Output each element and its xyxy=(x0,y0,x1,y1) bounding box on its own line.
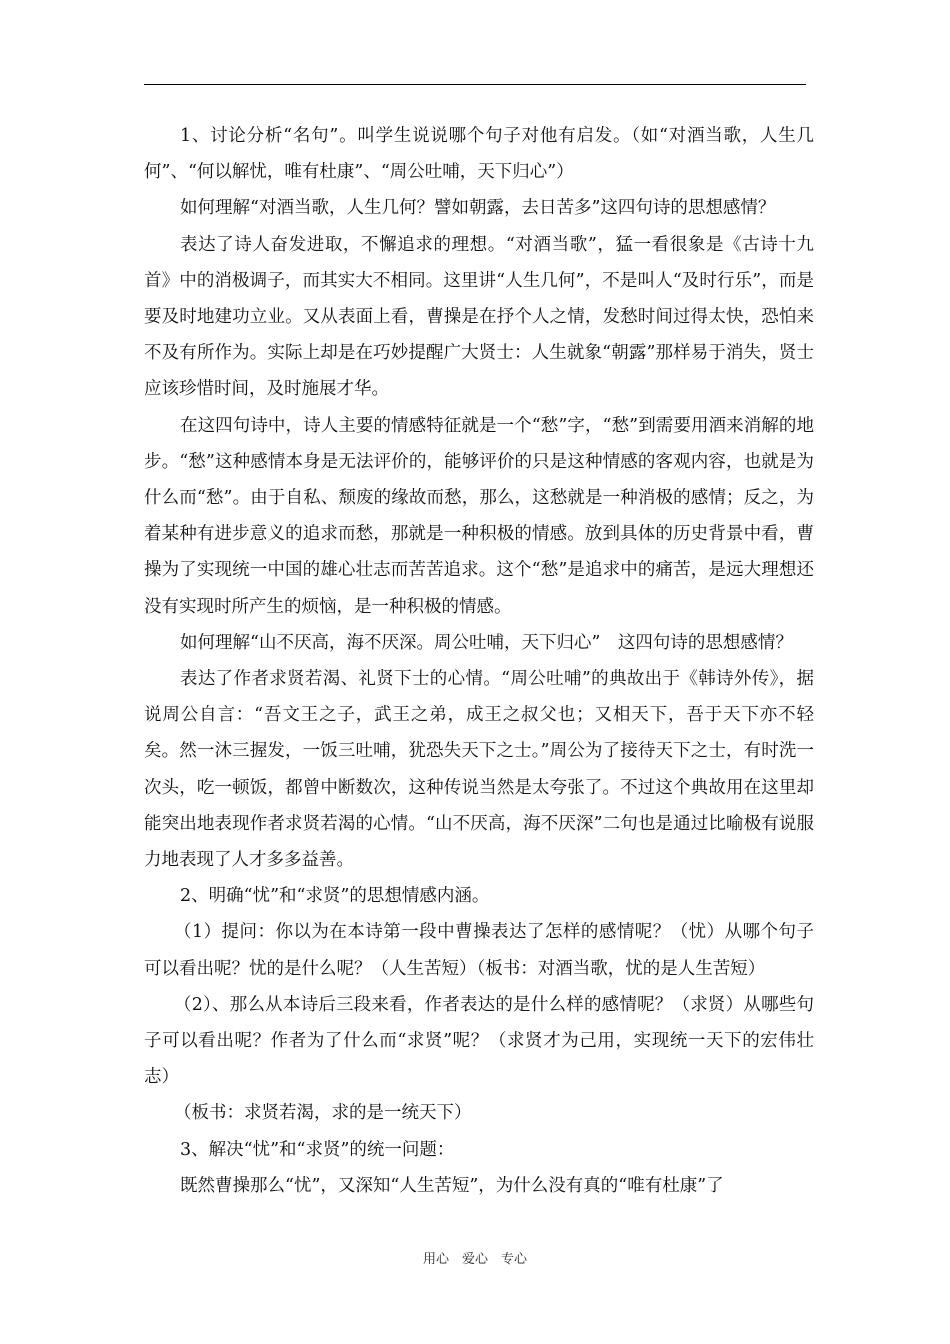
paragraph-board-note: （板书：求贤若渴，求的是一统天下） xyxy=(174,1103,472,1124)
paragraph-question-item-2: （2）、那么从本诗后三段来看，作者表达的是什么样的感情呢？（求贤）从哪些句子可以看出呢？作者为了什么而“求贤”呢？（求贤才为己用，实现统一天下的宏伟壮志） xyxy=(144,994,814,1088)
paragraph-question-item-1: （1）提问：你以为在本诗第一段中曹操表达了怎样的感情呢？（忧）从哪个句子可以看出呢？忧的是什么呢？（人生苦短）（板书：对酒当歌，忧的是人生苦短） xyxy=(144,922,814,979)
paragraph-section-2-heading: 2、明确“忧”和“求贤”的思想情感内涵。 xyxy=(180,886,490,907)
paragraph-question-1: 如何理解“对酒当歌，人生几何？譬如朝露，去日苦多”这四句诗的思想感情？ xyxy=(180,198,776,219)
page-footer: 用心 爱心 专心 xyxy=(422,1252,527,1267)
paragraph-answer-1: 表达了诗人奋发进取，不懈追求的理想。“对酒当歌”，猛一看很象是《古诗十九首》中的消极调子，而其实大不相同。这里讲“人生几何”，不是叫人“及时行乐”，而是要及时地建功立业。又从表面上看，曹操是在抒个人之情，发愁时间过得太快，恐怕来不及有所作为。实际上却是在巧妙提醒广大贤士：人生就象“朝露”那样易于消失，贤士应该珍惜时间，及时施展才华。 xyxy=(144,234,814,400)
header-rule xyxy=(144,84,806,85)
paragraph-section-3-heading: 3、解决“忧”和“求贤”的统一问题： xyxy=(180,1139,455,1160)
document-body xyxy=(144,118,814,1204)
paragraph-analysis-chou: 在这四句诗中，诗人主要的情感特征就是一个“愁”字，“愁”到需要用酒来消解的地步。“愁”这种感情本身是无法评价的，能够评价的只是这种情感的客观内容，也就是为什么而“愁”。由于自私、颓废的缘故而愁，那么，这愁就是一种消极的感情；反之，为着某种有进步意义的追求而愁，那就是一种积极的情感。放到具体的历史背景中看，曹操为了实现统一中国的雄心壮志而苦苦追求。这个“愁”是追求中的痛苦，是远大理想还没有实现时所产生的烦恼，是一种积极的情感。 xyxy=(144,415,814,617)
paragraph-answer-2: 表达了作者求贤若渴、礼贤下士的心情。“周公吐哺”的典故出于《韩诗外传》，据说周公自言：“吾文王之子，武王之弟，成王之叔父也；又相天下，吾于天下亦不轻矣。然一沐三握发，一饭三吐哺，犹恐失天下之士。”周公为了接待天下之士，有时洗一次头，吃一顿饭，都曾中断数次，这种传说当然是太夸张了。不过这个典故用在这里却能突出地表现作者求贤若渴的心情。“山不厌高，海不厌深”二句也是通过比喻极有说服力地表现了人才多多益善。 xyxy=(144,669,814,871)
paragraph-final-question: 既然曹操那么“忧”，又深知“人生苦短”，为什么没有真的“唯有杜康”了 xyxy=(180,1175,724,1196)
paragraph-question-2: 如何理解“山不厌高，海不厌深。周公吐哺，天下归心” 这四句诗的思想感情？ xyxy=(180,632,793,653)
paragraph-discussion-intro: 1、讨论分析“名句”。叫学生说说哪个句子对他有启发。（如“对酒当歌，人生几何”、“何以解忧，唯有杜康”、“周公吐哺，天下归心”） xyxy=(144,126,814,183)
